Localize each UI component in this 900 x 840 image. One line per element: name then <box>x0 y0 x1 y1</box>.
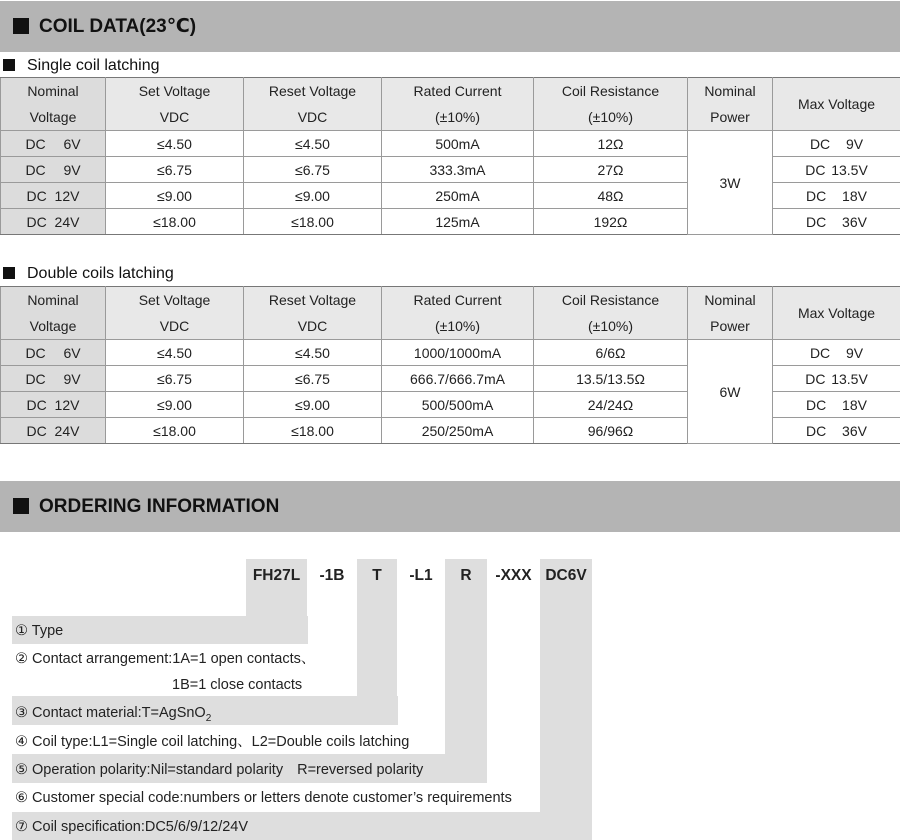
square-bullet-icon <box>13 18 29 34</box>
code-contact-material: T <box>357 559 397 699</box>
nominal-power-cell: 6W <box>688 340 773 444</box>
set-voltage-cell: ≤6.75 <box>106 366 244 392</box>
coil-resistance-cell: 48Ω <box>534 183 688 209</box>
header-max-voltage: Max Voltage <box>773 287 900 340</box>
ordering-item-customer-code: ⑥ Customer special code:numbers or letters denote customer’s requirements <box>15 790 512 806</box>
header-nominal-voltage: Nominal Voltage <box>1 287 106 340</box>
coil-resistance-cell: 24/24Ω <box>534 392 688 418</box>
header-max-voltage: Max Voltage <box>773 78 900 131</box>
reset-voltage-cell: ≤9.00 <box>244 183 382 209</box>
table-header-row <box>1 78 900 131</box>
reset-voltage-cell: ≤6.75 <box>244 157 382 183</box>
nominal-voltage-cell: DC 9V <box>1 157 106 183</box>
code-customer-special: -XXX <box>495 567 532 584</box>
table-row <box>1 340 900 366</box>
reset-voltage-cell: ≤6.75 <box>244 366 382 392</box>
nominal-voltage-cell: DC 6V <box>1 131 106 157</box>
rated-current-cell: 1000/1000mA <box>382 340 534 366</box>
set-voltage-cell: ≤4.50 <box>106 340 244 366</box>
double-coil-heading-text: Double coils latching <box>27 265 174 282</box>
header-rated-current: Rated Current (±10%) <box>382 287 534 340</box>
nominal-voltage-cell: DC 9V <box>1 366 106 392</box>
set-voltage-cell: ≤9.00 <box>106 183 244 209</box>
nominal-voltage-cell: DC 12V <box>1 183 106 209</box>
max-voltage-cell: DC 18V <box>773 183 900 209</box>
rated-current-cell: 333.3mA <box>382 157 534 183</box>
set-voltage-cell: ≤9.00 <box>106 392 244 418</box>
rated-current-cell: 500/500mA <box>382 392 534 418</box>
set-voltage-cell: ≤18.00 <box>106 418 244 444</box>
code-contact-arrangement: -1B <box>319 567 345 584</box>
coil-resistance-cell: 13.5/13.5Ω <box>534 366 688 392</box>
double-coil-heading <box>0 263 174 285</box>
header-coil-resistance: Coil Resistance (±10%) <box>534 78 688 131</box>
rated-current-cell: 125mA <box>382 209 534 235</box>
set-voltage-cell: ≤6.75 <box>106 157 244 183</box>
nominal-voltage-cell: DC 24V <box>1 418 106 444</box>
max-voltage-cell: DC 18V <box>773 392 900 418</box>
coil-resistance-cell: 12Ω <box>534 131 688 157</box>
max-voltage-cell: DC 36V <box>773 418 900 444</box>
set-voltage-cell: ≤4.50 <box>106 131 244 157</box>
ordering-item-contact-material: ③ Contact material:T=AgSnO$_2$ <box>15 705 212 724</box>
table-header-row <box>1 287 900 340</box>
reset-voltage-cell: ≤4.50 <box>244 131 382 157</box>
header-coil-resistance: Coil Resistance (±10%) <box>534 287 688 340</box>
code-coil-specification: DC6V <box>540 559 592 840</box>
square-bullet-icon <box>3 59 15 71</box>
coil-resistance-cell: 6/6Ω <box>534 340 688 366</box>
header-nominal-power: Nominal Power <box>688 78 773 131</box>
header-reset-voltage: Reset Voltage VDC <box>244 287 382 340</box>
ordering-section-bar <box>0 481 900 532</box>
nominal-voltage-cell: DC 24V <box>1 209 106 235</box>
single-coil-heading <box>0 55 160 77</box>
square-bullet-icon <box>3 267 15 279</box>
code-coil-type: -L1 <box>409 567 433 584</box>
ordering-title: ORDERING INFORMATION <box>39 496 280 517</box>
nominal-voltage-cell: DC 12V <box>1 392 106 418</box>
rated-current-cell: 500mA <box>382 131 534 157</box>
coil-resistance-cell: 27Ω <box>534 157 688 183</box>
square-bullet-icon <box>13 498 29 514</box>
max-voltage-cell: DC 36V <box>773 209 900 235</box>
single-coil-table <box>0 77 900 235</box>
ordering-item-contact-arrangement: ② Contact arrangement:1A=1 open contacts、 <box>15 651 316 667</box>
code-operation-polarity: R <box>445 559 487 754</box>
set-voltage-cell: ≤18.00 <box>106 209 244 235</box>
reset-voltage-cell: ≤9.00 <box>244 392 382 418</box>
reset-voltage-cell: ≤18.00 <box>244 209 382 235</box>
nominal-power-cell: 3W <box>688 131 773 235</box>
table-row <box>1 131 900 157</box>
coil-resistance-cell: 192Ω <box>534 209 688 235</box>
coil-resistance-cell: 96/96Ω <box>534 418 688 444</box>
header-set-voltage: Set Voltage VDC <box>106 287 244 340</box>
rated-current-cell: 666.7/666.7mA <box>382 366 534 392</box>
max-voltage-cell: DC 9V <box>773 131 900 157</box>
code-type: FH27L <box>246 559 307 616</box>
header-nominal-power: Nominal Power <box>688 287 773 340</box>
max-voltage-cell: DC 13.5V <box>773 366 900 392</box>
rated-current-cell: 250/250mA <box>382 418 534 444</box>
ordering-item-type: ① Type <box>15 623 64 639</box>
max-voltage-cell: DC 13.5V <box>773 157 900 183</box>
header-reset-voltage: Reset Voltage VDC <box>244 78 382 131</box>
reset-voltage-cell: ≤18.00 <box>244 418 382 444</box>
header-nominal-voltage: Nominal Voltage <box>1 78 106 131</box>
coil-data-title: COIL DATA(23℃) <box>39 16 197 37</box>
ordering-item-operation-polarity: ⑤ Operation polarity:Nil=standard polarity R=reversed polarity <box>15 762 424 778</box>
header-set-voltage: Set Voltage VDC <box>106 78 244 131</box>
coil-data-section-bar <box>0 1 900 52</box>
reset-voltage-cell: ≤4.50 <box>244 340 382 366</box>
double-coil-table <box>0 286 900 444</box>
header-rated-current: Rated Current (±10%) <box>382 78 534 131</box>
rated-current-cell: 250mA <box>382 183 534 209</box>
ordering-item-coil-type: ④ Coil type:L1=Single coil latching、L2=Double coils latching <box>15 734 410 750</box>
nominal-voltage-cell: DC 6V <box>1 340 106 366</box>
ordering-item-coil-specification: ⑦ Coil specification:DC5/6/9/12/24V <box>15 819 249 835</box>
max-voltage-cell: DC 9V <box>773 340 900 366</box>
ordering-item-contact-arrangement-line2: 1B=1 close contacts <box>172 677 303 693</box>
single-coil-heading-text: Single coil latching <box>27 57 160 74</box>
